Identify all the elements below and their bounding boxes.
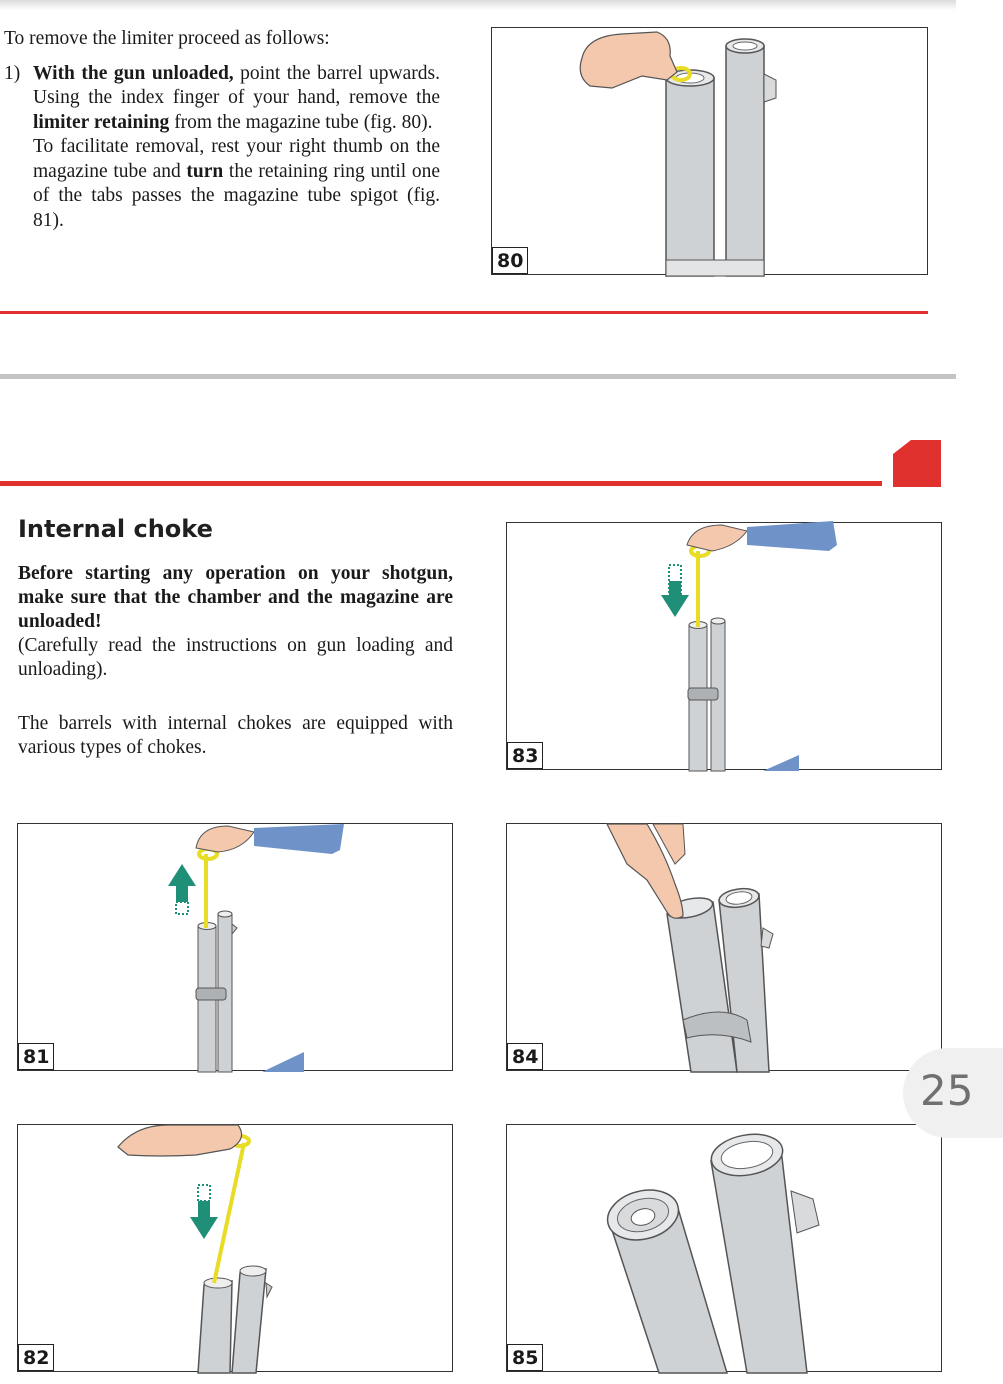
intro-block bbox=[4, 27, 440, 233]
step-1 bbox=[4, 62, 440, 234]
figure-84 bbox=[506, 823, 942, 1071]
step-text-4: the retaining ring until one of the tabs passes the magazine tube spigot (fig. 81). bbox=[33, 160, 441, 231]
figure-82-illustration bbox=[18, 1125, 454, 1373]
step-bold-unloaded: With the gun unloaded, bbox=[33, 62, 234, 84]
figure-80 bbox=[491, 27, 928, 275]
figure-81-label: 81 bbox=[18, 1043, 54, 1070]
figure-85-label: 85 bbox=[507, 1344, 543, 1371]
page-number: 25 bbox=[920, 1066, 974, 1115]
section-divider-thin bbox=[0, 311, 928, 314]
intro-lead: To remove the limiter proceed as follows: bbox=[4, 28, 330, 49]
step-text-3: To facilitate removal, rest your right thumb on the magazine tube and bbox=[33, 136, 440, 182]
figure-83-illustration bbox=[507, 523, 943, 771]
figure-81 bbox=[17, 823, 453, 1071]
figure-84-illustration bbox=[507, 824, 943, 1072]
step-bold-turn: turn bbox=[186, 160, 224, 182]
figure-80-label: 80 bbox=[492, 247, 528, 274]
figure-84-label: 84 bbox=[507, 1043, 543, 1070]
figure-80-illustration bbox=[492, 28, 929, 276]
step-bold-limiter: limiter retaining bbox=[33, 111, 170, 133]
figure-82-label: 82 bbox=[18, 1344, 54, 1371]
step-text-2: from the magazine tube (fig. 80). bbox=[169, 111, 433, 133]
step-1-text bbox=[33, 62, 440, 234]
figure-81-illustration bbox=[18, 824, 454, 1072]
figure-85-illustration bbox=[507, 1125, 943, 1373]
header-red-rule bbox=[0, 481, 882, 486]
figure-85 bbox=[506, 1124, 942, 1372]
section-text bbox=[18, 562, 453, 760]
step-number: 1) bbox=[4, 62, 21, 84]
figure-82 bbox=[17, 1124, 453, 1372]
figure-83 bbox=[506, 522, 942, 770]
page-break-divider bbox=[0, 374, 956, 379]
top-shadow bbox=[0, 0, 956, 10]
step-text-1: point the barrel upwards. Using the index finger of your hand, remove the bbox=[33, 62, 440, 108]
figure-83-label: 83 bbox=[507, 742, 543, 769]
safety-warning: Before starting any operation on your shotgun, make sure that the chamber and the magazine are unloaded! bbox=[18, 563, 453, 632]
safety-note: (Carefully read the instructions on gun loading and unloading). bbox=[18, 635, 453, 680]
brand-corner-mark bbox=[893, 440, 941, 487]
choke-paragraph: The barrels with internal chokes are equipped with various types of chokes. bbox=[18, 713, 453, 758]
section-heading: Internal choke bbox=[18, 515, 213, 543]
